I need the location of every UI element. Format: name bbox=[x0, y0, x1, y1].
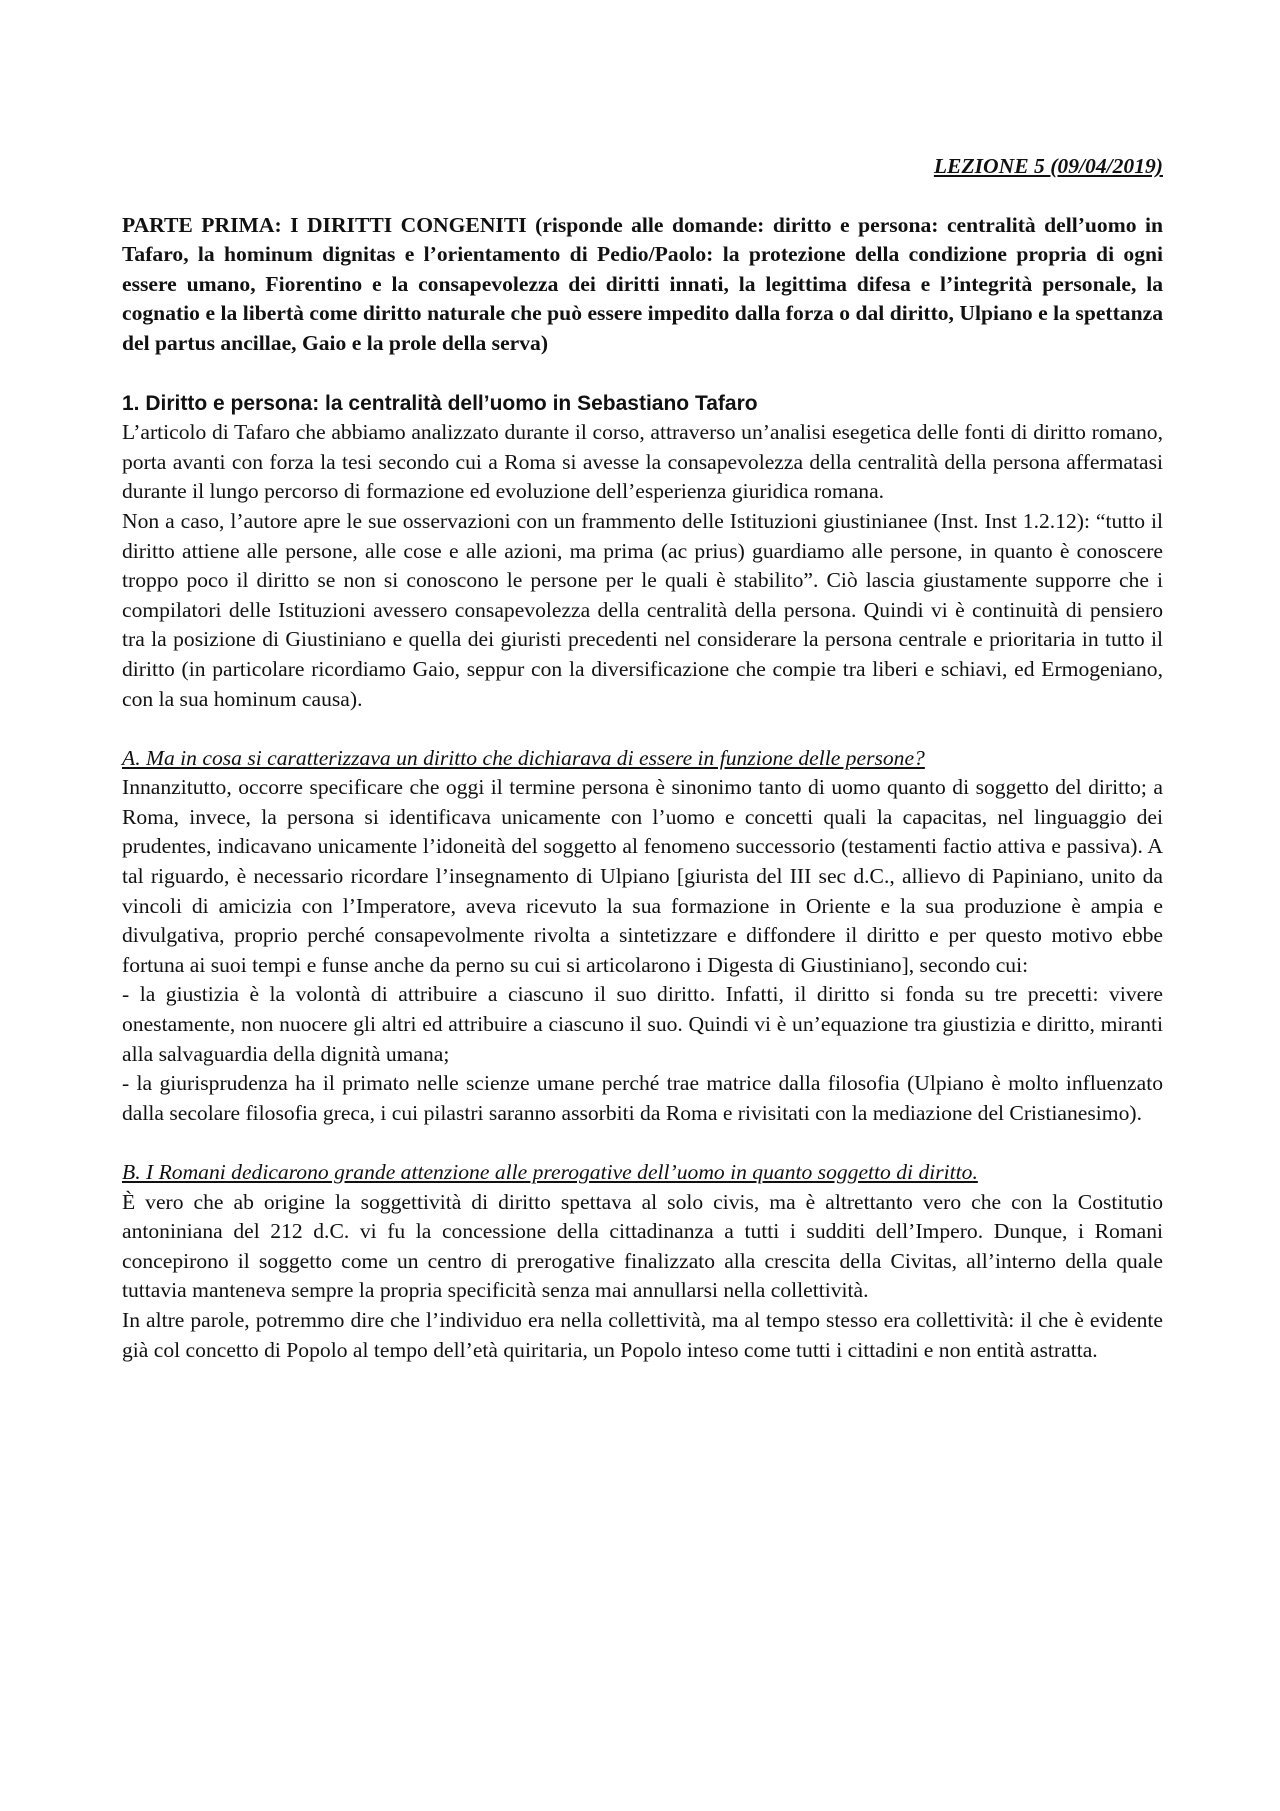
section-a-heading: A. Ma in cosa si caratterizzava un diritto che dichiarava di essere in funzione delle persone? bbox=[122, 745, 925, 770]
spacer bbox=[122, 714, 1163, 744]
section-a-bullet-2: - la giurisprudenza ha il primato nelle scienze umane perché trae matrice dalla filosofia (Ulpiano è molto influenzato dalla secolare filosofia greca, i cui pilastri saranno assorbiti da Roma e rivisitati con la mediazione del Cristianesimo). bbox=[122, 1071, 1163, 1125]
section-1-paragraph-1: L’articolo di Tafaro che abbiamo analizzato durante il corso, attraverso un’analisi esegetica delle fonti di diritto romano, porta avanti con forza la tesi secondo cui a Roma si avesse la consapevolezza della centralità della persona affermatasi durante il lungo percorso di formazione ed evoluzione dell’esperienza giuridica romana. bbox=[122, 420, 1163, 504]
document-page bbox=[122, 152, 1163, 1365]
section-1-heading: 1. Diritto e persona: la centralità dell’uomo in Sebastiano Tafaro bbox=[122, 391, 758, 415]
section-b-paragraph-2: In altre parole, potremmo dire che l’individuo era nella collettività, ma al tempo stesso era collettività: il che è evidente già col concetto di Popolo al tempo dell’età quiritaria, un Popolo inteso come tutti i cittadini e non entità astratta. bbox=[122, 1307, 1163, 1362]
section-b-paragraph-1: È vero che ab origine la soggettività di diritto spettava al solo civis, ma è altrettanto vero che con la Costitutio antoniniana del 212 d.C. vi fu la concessione della cittadinanza a tutti i sudditi dell’Impero. Dunque, i Romani concepirono il soggetto come un centro di prerogative finalizzato alla crescita della Civitas, all’interno della quale tuttavia manteneva sempre la propria specificità senza mai annullarsi nella collettività. bbox=[122, 1189, 1163, 1303]
spacer bbox=[122, 1128, 1163, 1158]
section-a-bullet-1: - la giustizia è la volontà di attribuire a ciascuno il suo diritto. Infatti, il diritto si fonda su tre precetti: vivere onestamente, non nuocere gli altri ed attribuire a ciascuno il suo. Quindi vi è un’equazione tra giustizia e diritto, miranti alla salvaguardia della dignità umana; bbox=[122, 982, 1163, 1066]
lesson-title: LEZIONE 5 (09/04/2019) bbox=[933, 154, 1163, 178]
part-title: PARTE PRIMA: I DIRITTI CONGENITI (risponde alle domande: diritto e persona: centralità dell’uomo in Tafaro, la hominum dignitas e l’orientamento di Pedio/Paolo: la protezione della condizione propria di ogni essere umano, Fiorentino e la consapevolezza dei diritti innati, la legittima difesa e l’integrità personale, la cognatio e la libertà come diritto naturale che può essere impedito dalla forza o dal diritto, Ulpiano e la spettanza del partus ancillae, Gaio e la prole della serva) bbox=[122, 212, 1163, 355]
section-1-paragraph-2: Non a caso, l’autore apre le sue osservazioni con un frammento delle Istituzioni giustinianee (Inst. Inst 1.2.12): “tutto il diritto attiene alle persone, alle cose e alle azioni, ma prima (ac prius) guardiamo alle persone, in quanto è conoscere troppo poco il diritto se non si conoscono le persone per le quali è stabilito”. Ciò lascia giustamente supporre che i compilatori delle Istituzioni avessero consapevolezza della centralità della persona. Quindi vi è continuità di pensiero tra la posizione di Giustiniano e quella dei giuristi precedenti nel considerare la persona centrale e prioritaria in tutto il diritto (in particolare ricordiamo Gaio, seppur con la diversificazione che compie tra liberi e schiavi, ed Ermogeniano, con la sua hominum causa). bbox=[122, 508, 1163, 711]
section-a-paragraph-1: Innanzitutto, occorre specificare che oggi il termine persona è sinonimo tanto di uomo quanto di soggetto del diritto; a Roma, invece, la persona si identificava unicamente con l’uomo e concetti quali la capacitas, nel linguaggio dei prudentes, indicavano unicamente l’idoneità del soggetto al fenomeno successorio (testamenti factio attiva e passiva). A tal riguardo, è necessario ricordare l’insegnamento di Ulpiano [giurista del III sec d.C., allievo di Papiniano, unito da vincoli di amicizia con l’Imperatore, aveva ricevuto la sua formazione in Oriente e la sua produzione è ampia e divulgativa, proprio perché consapevolmente rivolta a sintetizzare e diffondere il diritto e per questo motivo ebbe fortuna ai suoi tempi e funse anche da perno su cui si articolarono i Digesta di Giustiniano], secondo cui: bbox=[122, 775, 1163, 977]
section-b-heading: B. I Romani dedicarono grande attenzione alle prerogative dell’uomo in quanto soggetto di diritto. bbox=[122, 1160, 978, 1184]
